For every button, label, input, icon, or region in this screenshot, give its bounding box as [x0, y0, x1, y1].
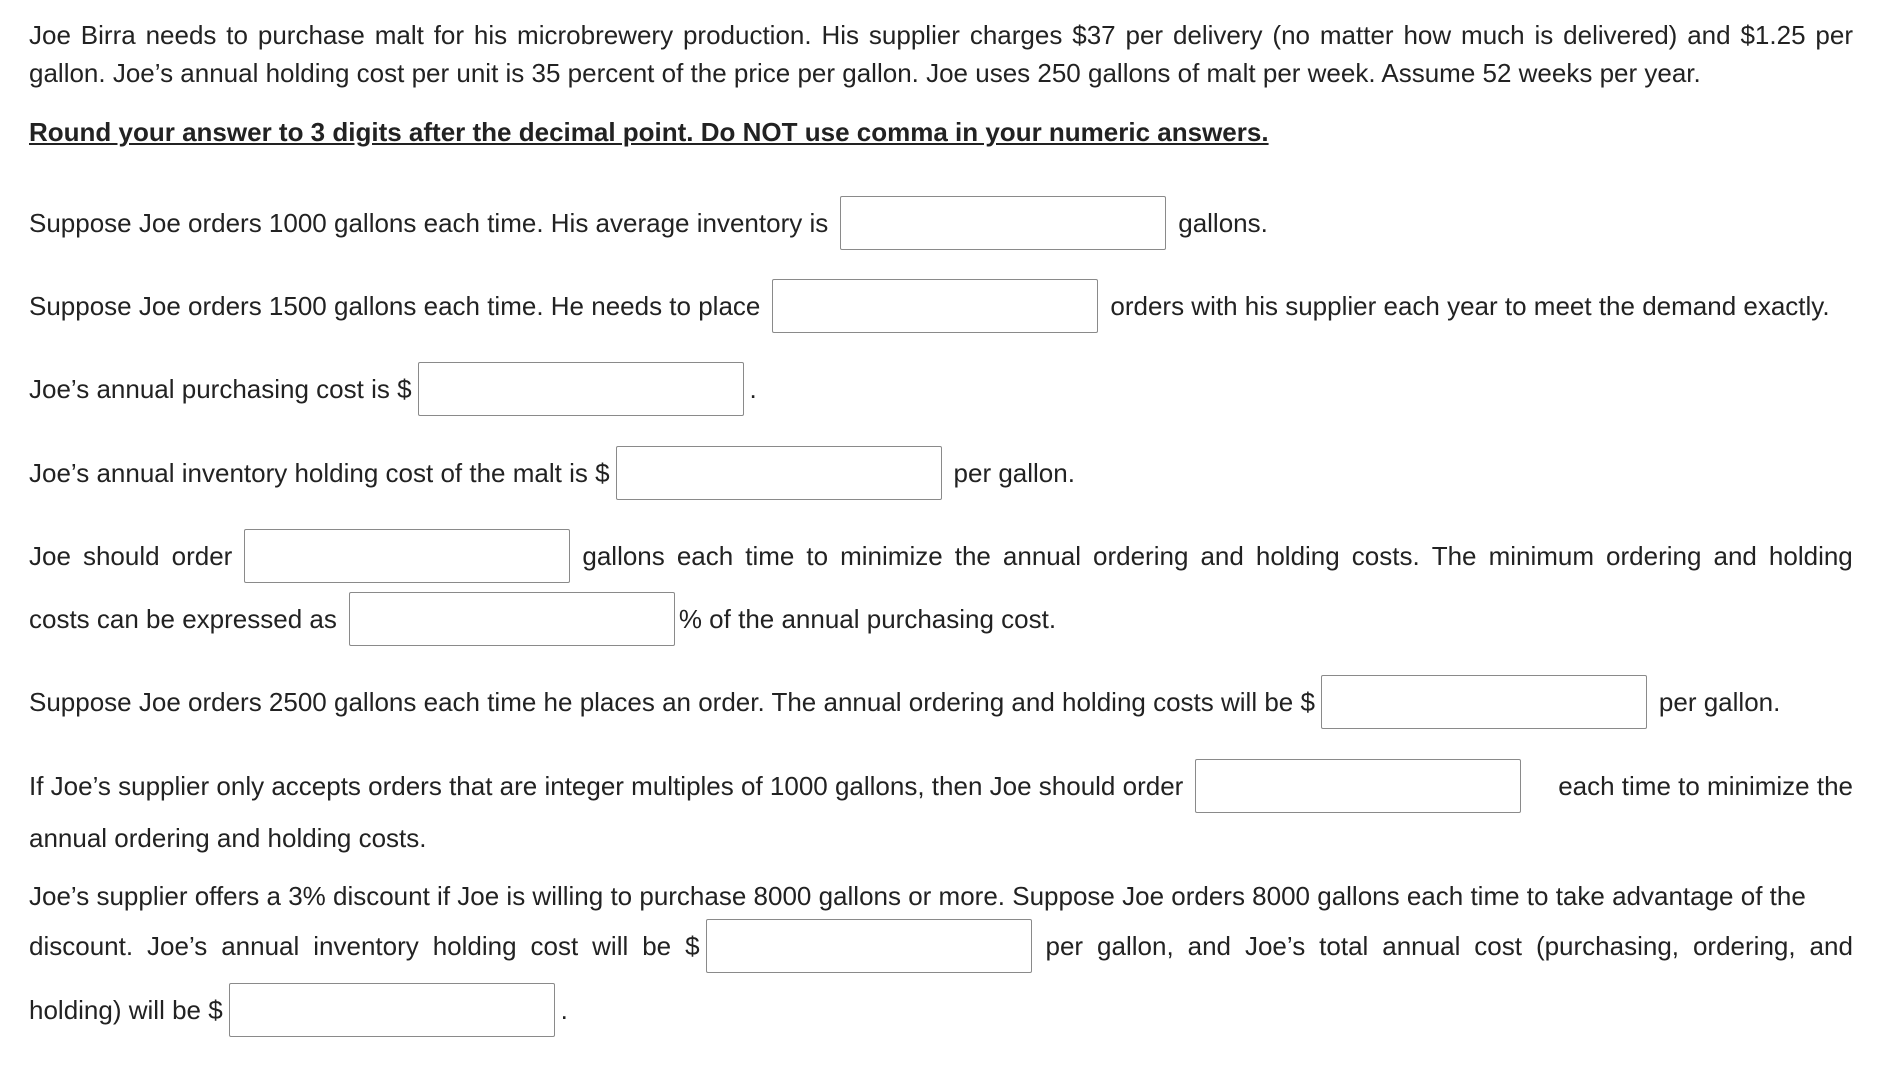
total-annual-cost-input[interactable] — [229, 983, 555, 1037]
word: and — [1200, 541, 1244, 571]
question-number-of-orders — [29, 279, 1830, 333]
average-inventory-input[interactable] — [840, 196, 1166, 250]
word: and — [1713, 541, 1757, 571]
q2-text: Suppose Joe orders 1500 gallons each time. He needs to place — [29, 291, 761, 321]
q8-line3-text: holding) will be $ — [29, 995, 223, 1025]
q5-line2-suffix: % of the annual purchasing cost. — [678, 604, 1057, 634]
word: Joe’s — [1244, 931, 1306, 961]
word: gallon, — [1097, 931, 1174, 961]
word: Joe — [29, 541, 71, 571]
q1-text: Suppose Joe orders 1000 gallons each time. His average inventory is — [29, 208, 829, 238]
question-discount-line3 — [29, 983, 568, 1037]
word: cost — [530, 931, 579, 961]
word: ordering — [1606, 541, 1702, 571]
q3-period: . — [749, 374, 757, 404]
annual-holding-cost-input[interactable] — [616, 446, 942, 500]
word: annual — [1382, 931, 1461, 961]
word: cost — [1474, 931, 1522, 961]
word: (purchasing, — [1535, 931, 1680, 961]
cost-percentage-input[interactable] — [349, 592, 675, 646]
word: annual — [221, 931, 300, 961]
question-holding-cost — [29, 446, 1075, 500]
word: holding — [1768, 541, 1853, 571]
question-2500-costs — [29, 675, 1780, 729]
dollar-input-group — [685, 919, 1031, 973]
word: order — [171, 541, 233, 571]
q7-text: If Joe’s supplier only accepts orders that are integer multiples of 1000 gallons, then Joe should order — [29, 771, 1184, 801]
word: The — [1431, 541, 1477, 571]
word: the — [954, 541, 991, 571]
q7-line2: annual ordering and holding costs. — [29, 823, 427, 853]
word: to — [806, 541, 829, 571]
eoq-quantity-input[interactable] — [244, 529, 570, 583]
integer-multiple-order-input[interactable] — [1195, 759, 1521, 813]
word: and — [1809, 931, 1853, 961]
question-discount-line2 — [29, 919, 1853, 973]
ordering-holding-cost-2500-input[interactable] — [1321, 675, 1647, 729]
discount-holding-cost-input[interactable] — [706, 919, 1032, 973]
question-average-inventory — [29, 196, 1268, 250]
word: annual — [1002, 541, 1081, 571]
question-eoq-line1 — [29, 529, 1853, 583]
q3-text: Joe’s annual purchasing cost is $ — [29, 374, 412, 404]
word: gallons — [582, 541, 665, 571]
word: minimize — [840, 541, 943, 571]
dollar-sign: $ — [685, 931, 700, 961]
word: ordering — [1093, 541, 1189, 571]
q6-unit: per gallon. — [1658, 687, 1781, 717]
word: holding — [1255, 541, 1340, 571]
q4-unit: per gallon. — [953, 458, 1075, 488]
word: Joe’s — [147, 931, 208, 961]
word: will — [592, 931, 629, 961]
q6-text: Suppose Joe orders 2500 gallons each time he places an order. The annual ordering and holding costs will be $ — [29, 687, 1315, 717]
word: discount. — [29, 931, 134, 961]
word: total — [1319, 931, 1369, 961]
word: holding — [432, 931, 517, 961]
word: minimum — [1488, 541, 1595, 571]
q8-line1: Joe’s supplier offers a 3% discount if Joe is willing to purchase 8000 gallons or more. Suppose Joe orders 8000 gallons each time to take advantage of the — [29, 881, 1806, 911]
word: costs. — [1351, 541, 1420, 571]
problem-statement: Joe Birra needs to purchase malt for his microbrewery production. His supplier charges $37 per delivery (no matter how much is delivered) and $1.25 per gallon. Joe’s annual holding cost per unit is 35 percent of the price per gallon. Joe uses 250 gallons of malt per week. Assume 52 weeks per year. — [29, 20, 1853, 88]
number-of-orders-input[interactable] — [772, 279, 1098, 333]
rounding-instruction: Round your answer to 3 digits after the decimal point. Do NOT use comma in your numeric answers. — [29, 117, 1269, 147]
q8-period: . — [560, 995, 568, 1025]
word: time — [745, 541, 795, 571]
question-eoq-line2 — [29, 592, 1056, 646]
word: per — [1045, 931, 1084, 961]
q7-suffix: each time to minimize the — [1558, 771, 1853, 801]
word: inventory — [313, 931, 419, 961]
q2-suffix: orders with his supplier each year to meet the demand exactly. — [1110, 291, 1830, 321]
word: and — [1187, 931, 1232, 961]
q7-lead — [29, 759, 1521, 813]
annual-purchasing-cost-input[interactable] — [418, 362, 744, 416]
word: each — [676, 541, 734, 571]
word: ordering, — [1692, 931, 1796, 961]
question-integer-multiples — [29, 759, 1853, 813]
word: be — [642, 931, 672, 961]
question-purchasing-cost — [29, 362, 757, 416]
word: should — [82, 541, 160, 571]
q5-line2-text: costs can be expressed as — [29, 604, 337, 634]
q1-unit: gallons. — [1178, 208, 1268, 238]
q4-text: Joe’s annual inventory holding cost of the malt is $ — [29, 458, 610, 488]
